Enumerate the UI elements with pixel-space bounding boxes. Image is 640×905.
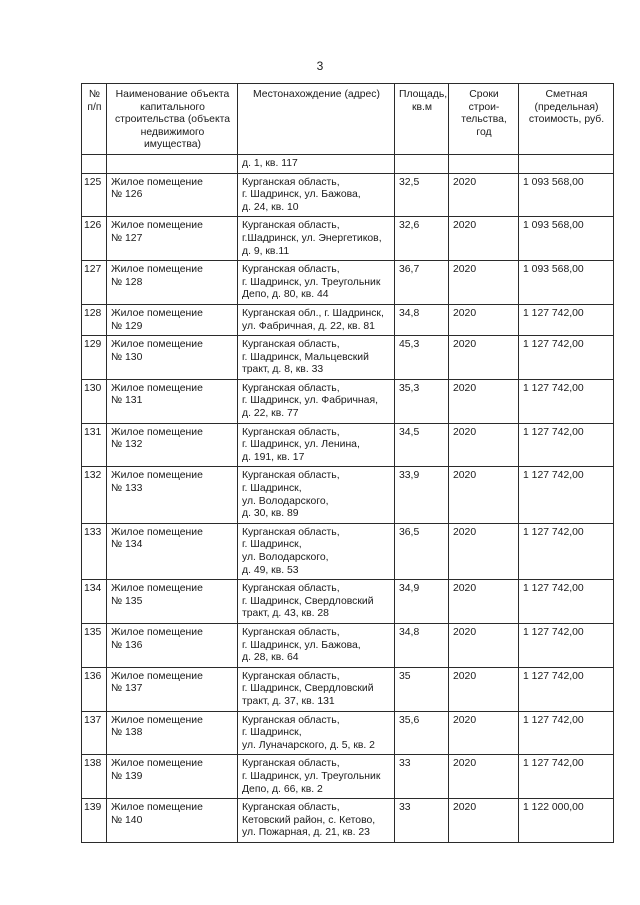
cell-address-line: г. Шадринск, Свердловский — [242, 683, 374, 695]
cell-address — [238, 261, 395, 305]
cell-object-name-line: Жилое помещение — [111, 339, 203, 351]
table-row — [82, 336, 614, 380]
cell-address-line: Курганская область, — [242, 802, 340, 814]
cell-address-line: Курганская область, — [242, 670, 340, 682]
cell-area: 33 — [395, 799, 449, 843]
cell-estimated-cost: 1 093 568,00 — [519, 261, 614, 305]
cell-address-line: ул. Луначарского, д. 5, кв. 2 — [242, 739, 375, 751]
cell-address-line: Курганская область, — [242, 382, 340, 394]
cell-area: 35,3 — [395, 379, 449, 423]
continuation-row — [82, 154, 614, 173]
cell-construction-year: 2020 — [449, 304, 519, 335]
cell-address — [238, 217, 395, 261]
cell-object-name-line: Жилое помещение — [111, 264, 203, 276]
cell-object-name-line: Жилое помещение — [111, 802, 203, 814]
cell-address-line: г.Шадринск, ул. Энергетиков, — [242, 232, 382, 244]
cell-object-name-line: Жилое помещение — [111, 714, 203, 726]
cell-address-line: д. 22, кв. 77 — [242, 408, 299, 420]
table-row — [82, 580, 614, 624]
cell-address-line: ул. Володарского, — [242, 552, 329, 563]
cell-address — [238, 423, 395, 467]
cell-number: 126 — [82, 217, 107, 261]
cell-construction-year: 2020 — [449, 755, 519, 799]
cell-object-name-line: Жилое помещение — [111, 220, 203, 232]
cell-area: 33,9 — [395, 467, 449, 523]
table-row — [82, 523, 614, 579]
objects-table — [81, 83, 614, 843]
cell-address-line: г. Шадринск, ул. Треугольник — [242, 770, 381, 782]
cell-number: 133 — [82, 523, 107, 579]
cell-address — [238, 467, 395, 523]
cell-area: 45,3 — [395, 336, 449, 380]
cell-object-name-line: Жилое помещение — [111, 382, 203, 394]
cell-empty — [395, 154, 449, 173]
table-row — [82, 217, 614, 261]
cell-object-name-line: № 130 — [111, 351, 143, 363]
cell-number: 131 — [82, 423, 107, 467]
cell-area: 32,6 — [395, 217, 449, 261]
cell-object-name — [107, 261, 238, 305]
cell-address-line: г. Шадринск, — [242, 483, 302, 495]
cell-object-name-line: Жилое помещение — [111, 583, 203, 595]
cell-number: 136 — [82, 667, 107, 711]
table-header-row — [82, 84, 614, 155]
cell-estimated-cost: 1 127 742,00 — [519, 711, 614, 755]
cell-address-line: г. Шадринск, ул. Треугольник — [242, 276, 381, 288]
cell-construction-year: 2020 — [449, 467, 519, 523]
cell-object-name-line: Жилое помещение — [111, 470, 203, 482]
cell-estimated-cost: 1 122 000,00 — [519, 799, 614, 843]
cell-object-name-line: Жилое помещение — [111, 670, 203, 682]
cell-object-name-line: № 134 — [111, 539, 143, 551]
cell-number: 128 — [82, 304, 107, 335]
cell-address-line: Депо, д. 80, кв. 44 — [242, 289, 329, 301]
cell-construction-year: 2020 — [449, 423, 519, 467]
table-row — [82, 467, 614, 523]
cell-object-name — [107, 711, 238, 755]
cell-number: 139 — [82, 799, 107, 843]
cell-empty — [107, 154, 238, 173]
table-row — [82, 711, 614, 755]
cell-address-line: г. Шадринск, Мальцевский — [242, 351, 369, 363]
table-row — [82, 755, 614, 799]
cell-object-name-line: Жилое помещение — [111, 426, 203, 438]
table-row — [82, 667, 614, 711]
cell-area: 34,8 — [395, 304, 449, 335]
table-row — [82, 623, 614, 667]
cell-empty — [519, 154, 614, 173]
cell-estimated-cost: 1 127 742,00 — [519, 304, 614, 335]
cell-object-name-line: № 131 — [111, 395, 143, 407]
table-row — [82, 261, 614, 305]
cell-address-line: Курганская область, — [242, 526, 340, 538]
cell-address-line: Курганская область, — [242, 220, 340, 232]
cell-object-name — [107, 523, 238, 579]
cell-estimated-cost: 1 093 568,00 — [519, 217, 614, 261]
header-construction-period: Сроки строи-тельства, год — [449, 84, 519, 155]
cell-address-line: Курганская область, — [242, 339, 340, 351]
cell-address-line: Курганская обл., г. Шадринск, — [242, 307, 384, 319]
cell-construction-year: 2020 — [449, 217, 519, 261]
cell-object-name — [107, 217, 238, 261]
cell-object-name — [107, 799, 238, 843]
cell-object-name-line: № 132 — [111, 439, 143, 451]
cell-address-line: г. Шадринск, ул. Бажова, — [242, 639, 361, 651]
cell-object-name — [107, 336, 238, 380]
cell-construction-year: 2020 — [449, 667, 519, 711]
cell-object-name — [107, 423, 238, 467]
cell-address-line: Курганская область, — [242, 758, 340, 770]
cell-area: 32,5 — [395, 173, 449, 217]
header-area: Площадь, кв.м — [395, 84, 449, 155]
cell-estimated-cost: 1 093 568,00 — [519, 173, 614, 217]
cell-number: 129 — [82, 336, 107, 380]
cell-number: 134 — [82, 580, 107, 624]
cell-address-line: г. Шадринск, ул. Бажова, — [242, 189, 361, 201]
cell-address — [238, 799, 395, 843]
table-row — [82, 173, 614, 217]
cell-object-name — [107, 304, 238, 335]
cell-address — [238, 304, 395, 335]
cell-area: 34,8 — [395, 623, 449, 667]
cell-number: 135 — [82, 623, 107, 667]
cell-address-line: д. 9, кв.11 — [242, 245, 290, 257]
table-row — [82, 304, 614, 335]
cell-address-line: Курганская область, — [242, 176, 340, 188]
cell-area: 36,5 — [395, 523, 449, 579]
cell-address-line: Курганская область, — [242, 626, 340, 638]
cell-address-line: д. 191, кв. 17 — [242, 451, 305, 463]
cell-object-name — [107, 467, 238, 523]
cell-number: 125 — [82, 173, 107, 217]
cell-address-line: Курганская область, — [242, 426, 340, 438]
cell-object-name-line: Жилое помещение — [111, 526, 203, 538]
table-row — [82, 379, 614, 423]
header-object-name: Наименование объекта капитального строительства (объекта недвижимого имущества) — [107, 84, 238, 155]
cell-address-line: Курганская область, — [242, 470, 340, 482]
cell-address-line: д. 49, кв. 53 — [242, 564, 299, 576]
cell-address-line: г. Шадринск, ул. Фабричная, — [242, 395, 378, 407]
cell-estimated-cost: 1 127 742,00 — [519, 379, 614, 423]
cell-address — [238, 755, 395, 799]
cell-area: 35,6 — [395, 711, 449, 755]
cell-address-line: д. 28, кв. 64 — [242, 652, 299, 664]
cell-area: 34,5 — [395, 423, 449, 467]
cell-address-line: ул. Пожарная, д. 21, кв. 23 — [242, 827, 370, 839]
cell-estimated-cost: 1 127 742,00 — [519, 755, 614, 799]
cell-estimated-cost: 1 127 742,00 — [519, 467, 614, 523]
continuation-address: д. 1, кв. 117 — [238, 154, 395, 173]
cell-number: 138 — [82, 755, 107, 799]
cell-object-name-line: № 126 — [111, 189, 143, 201]
cell-object-name-line: № 133 — [111, 483, 143, 495]
table-row — [82, 799, 614, 843]
page-number: 3 — [316, 59, 324, 73]
cell-object-name-line: № 137 — [111, 683, 143, 695]
cell-number: 132 — [82, 467, 107, 523]
cell-address — [238, 173, 395, 217]
cell-address-line: тракт, д. 8, кв. 33 — [242, 364, 324, 376]
cell-construction-year: 2020 — [449, 523, 519, 579]
cell-address-line: г. Шадринск, ул. Ленина, — [242, 439, 360, 451]
cell-number: 137 — [82, 711, 107, 755]
cell-construction-year: 2020 — [449, 711, 519, 755]
cell-address-line: г. Шадринск, — [242, 539, 302, 551]
cell-estimated-cost: 1 127 742,00 — [519, 580, 614, 624]
cell-construction-year: 2020 — [449, 580, 519, 624]
cell-address-line: д. 24, кв. 10 — [242, 201, 299, 213]
cell-object-name-line: № 140 — [111, 814, 143, 826]
cell-address-line: г. Шадринск, Свердловский — [242, 595, 374, 607]
cell-area: 35 — [395, 667, 449, 711]
cell-construction-year: 2020 — [449, 623, 519, 667]
header-address: Местонахождение (адрес) — [238, 84, 395, 155]
cell-object-name — [107, 623, 238, 667]
cell-estimated-cost: 1 127 742,00 — [519, 623, 614, 667]
cell-area: 33 — [395, 755, 449, 799]
cell-object-name — [107, 173, 238, 217]
cell-number: 130 — [82, 379, 107, 423]
cell-number: 127 — [82, 261, 107, 305]
cell-object-name-line: № 128 — [111, 276, 143, 288]
cell-object-name-line: Жилое помещение — [111, 176, 203, 188]
cell-address-line: г. Шадринск, — [242, 727, 302, 739]
cell-estimated-cost: 1 127 742,00 — [519, 423, 614, 467]
cell-address — [238, 667, 395, 711]
cell-address-line: тракт, д. 43, кв. 28 — [242, 608, 329, 620]
cell-address-line: д. 30, кв. 89 — [242, 508, 299, 520]
cell-address — [238, 336, 395, 380]
cell-object-name — [107, 755, 238, 799]
cell-object-name-line: Жилое помещение — [111, 758, 203, 770]
cell-object-name-line: Жилое помещение — [111, 626, 203, 638]
cell-estimated-cost: 1 127 742,00 — [519, 523, 614, 579]
cell-object-name-line: Жилое помещение — [111, 307, 203, 319]
cell-address — [238, 623, 395, 667]
cell-address-line: Курганская область, — [242, 714, 340, 726]
cell-address — [238, 580, 395, 624]
cell-empty — [82, 154, 107, 173]
cell-construction-year: 2020 — [449, 336, 519, 380]
cell-address — [238, 711, 395, 755]
cell-area: 36,7 — [395, 261, 449, 305]
cell-construction-year: 2020 — [449, 379, 519, 423]
cell-construction-year: 2020 — [449, 799, 519, 843]
cell-object-name-line: № 135 — [111, 595, 143, 607]
cell-address-line: ул. Володарского, — [242, 495, 329, 507]
cell-address-line: Курганская область, — [242, 264, 340, 276]
header-number: № п/п — [82, 84, 107, 155]
cell-estimated-cost: 1 127 742,00 — [519, 336, 614, 380]
cell-construction-year: 2020 — [449, 173, 519, 217]
cell-address — [238, 379, 395, 423]
cell-address-line: ул. Фабричная, д. 22, кв. 81 — [242, 320, 375, 332]
table-row — [82, 423, 614, 467]
cell-address-line: Кетовский район, с. Кетово, — [242, 814, 376, 826]
cell-address-line: Депо, д. 66, кв. 2 — [242, 783, 323, 795]
cell-object-name — [107, 580, 238, 624]
cell-address-line: Курганская область, — [242, 583, 340, 595]
cell-object-name — [107, 379, 238, 423]
cell-construction-year: 2020 — [449, 261, 519, 305]
header-estimated-cost: Сметная (предельная) стоимость, руб. — [519, 84, 614, 155]
cell-object-name-line: № 139 — [111, 770, 143, 782]
cell-object-name-line: № 127 — [111, 232, 143, 244]
cell-object-name — [107, 667, 238, 711]
cell-area: 34,9 — [395, 580, 449, 624]
cell-address — [238, 523, 395, 579]
cell-object-name-line: № 138 — [111, 727, 143, 739]
cell-object-name-line: № 129 — [111, 320, 143, 332]
cell-estimated-cost: 1 127 742,00 — [519, 667, 614, 711]
cell-object-name-line: № 136 — [111, 639, 143, 651]
cell-empty — [449, 154, 519, 173]
cell-address-line: тракт, д. 37, кв. 131 — [242, 695, 335, 707]
